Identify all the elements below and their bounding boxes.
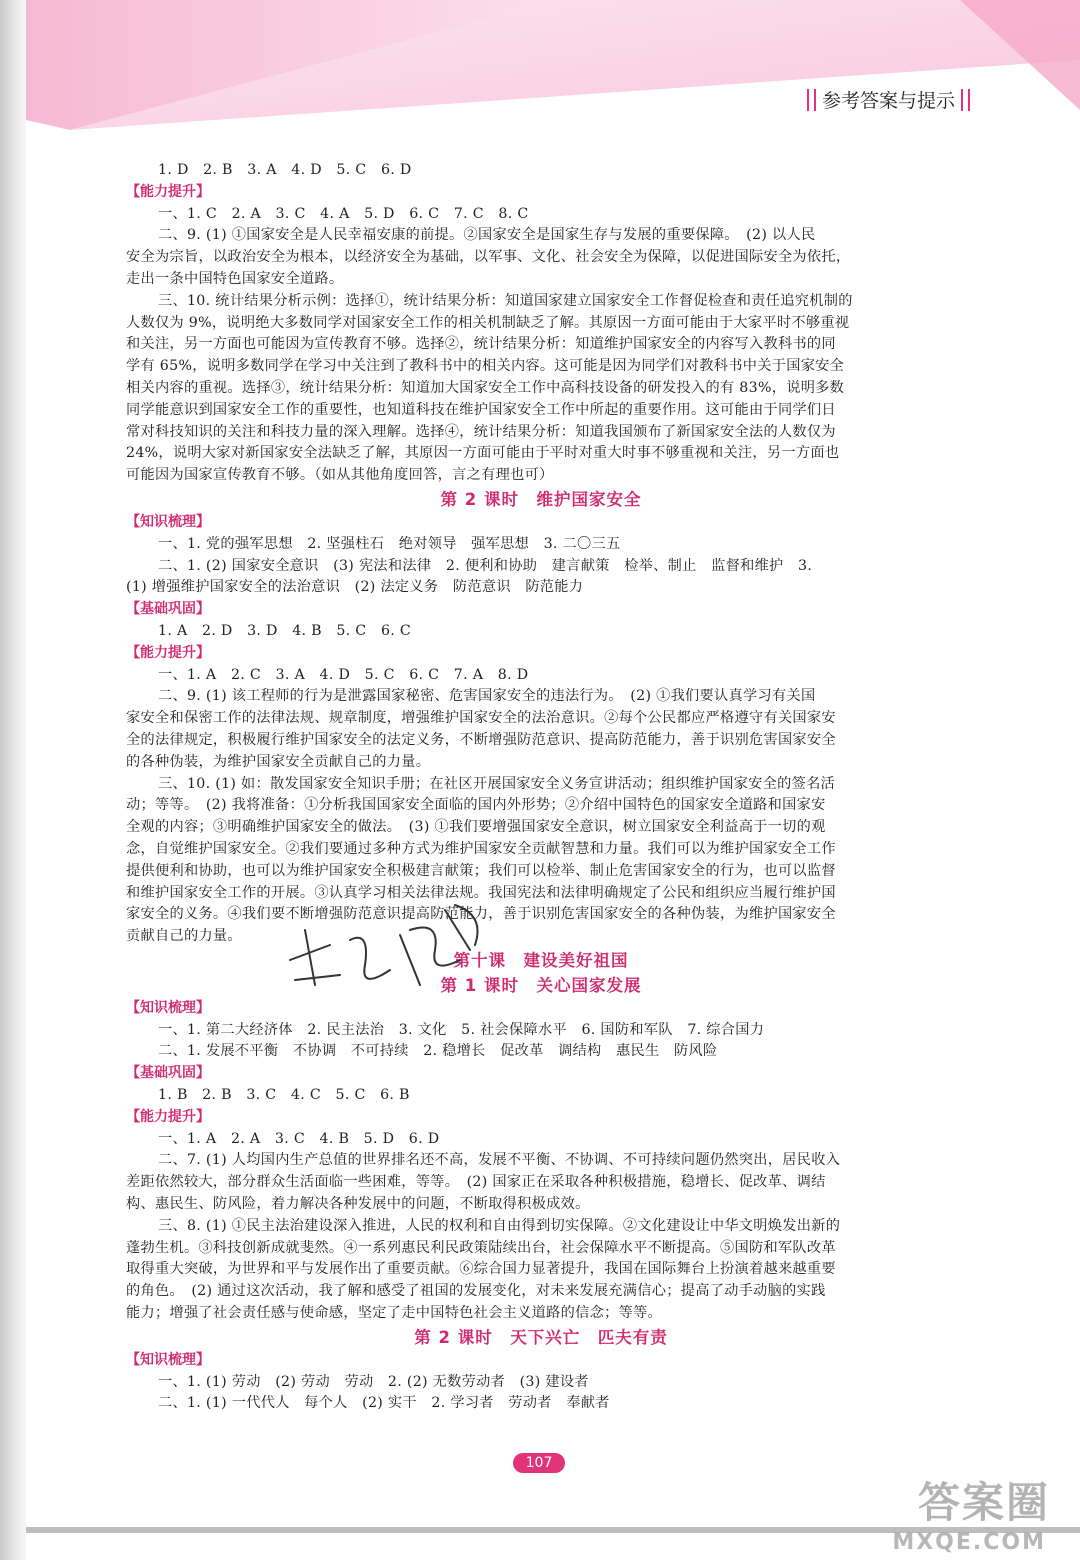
- header-decoration: [0, 0, 1080, 140]
- answer-line: 1. B 2. B 3. C 4. C 5. C 6. B: [158, 1087, 410, 1104]
- answer-line: 二、9. (1) ①国家安全是人民幸福安康的前提。②国家安全是国家生存与发展的重要保障。 (2) 以人民: [158, 227, 816, 244]
- answer-line: 安全为宗旨，以政治安全为根本，以经济安全为基础，以军事、文化、社会安全为保障，以促进国际安全为依托，: [126, 249, 851, 266]
- answer-line: 1. D 2. B 3. A 4. D 5. C 6. D: [158, 162, 412, 178]
- section-tag: 【知识梳理】: [126, 999, 210, 1016]
- answer-line: (1) 增强维护国家安全的法治意识 (2) 法定义务 防范意识 防范能力: [126, 579, 584, 596]
- answer-line: 提供便利和协助，也可以为维护国家安全积极建言献策；我们可以检举、制止危害国家安全的行为，也可以监督: [126, 862, 836, 879]
- answer-line: 二、1. 发展不平衡 不协调 不可持续 2. 稳增长 促改革 调结构 惠民生 防风险: [158, 1043, 718, 1060]
- answer-line: 全的法律规定，积极履行维护国家安全的法定义务，不断增强防范意识、提高防范能力，善于识别危害国家安全: [126, 731, 836, 748]
- answer-line: 和关注，另一方面也可能因为宣传教育不够。选择②，统计结果分析：知道维护国家安全的内容写入教科书的同: [126, 336, 836, 353]
- answer-line: 二、9. (1) 该工程师的行为是泄露国家秘密、危害国家安全的违法行为。 (2) ①我们要认真学习有关国: [158, 688, 816, 705]
- answer-line: 全观的内容；③明确维护国家安全的做法。 (3) ①我们要增强国家安全意识，树立国家安全利益高于一切的观: [126, 819, 826, 836]
- header-title-text: 参考答案与提示: [821, 90, 955, 112]
- header-bar-left: [807, 89, 816, 111]
- answer-line: 家安全和保密工作的法律法规、规章制度，增强维护国家安全的法治意识。②每个公民都应严格遵守有关国家安: [126, 710, 836, 727]
- lesson-heading: 第十课 建设美好祖国: [453, 950, 629, 970]
- answer-line: 24%，说明大家对新国家安全法缺乏了解，其原因一方面可能由于平时对重大时事不够重视和关注，另一方面也: [126, 445, 840, 462]
- answer-line: 三、8. (1) ①民主法治建设深入推进，人民的权利和自由得到切实保障。②文化建设让中华文明焕发出新的: [158, 1217, 841, 1234]
- lesson-heading: 第 2 课时 维护国家安全: [440, 489, 642, 509]
- section-tag: 【知识梳理】: [126, 513, 210, 530]
- watermark-text: 答案圈: [917, 1478, 1050, 1527]
- page-number: 107: [513, 1453, 565, 1473]
- answer-line: 一、1. 党的强军思想 2. 坚强柱石 绝对领导 强军思想 3. 二〇三五: [158, 535, 621, 552]
- answer-line: 常对科技知识的关注和科技力量的深入理解。选择④，统计结果分析：知道我国颁布了新国家安全法的人数仅为: [126, 423, 836, 440]
- header-bar-right: [961, 89, 970, 111]
- handwritten-scribble: [270, 890, 500, 1010]
- answer-line: 一、1. A 2. A 3. C 4. B 5. D 6. D: [158, 1130, 440, 1147]
- answer-line: 构、惠民生、防风险，着力解决各种发展中的问题，不断取得积极成效。: [126, 1196, 590, 1213]
- answer-line: 取得重大突破，为世界和平与发展作出了重要贡献。⑥综合国力显著提升，我国在国际舞台上扮演着越来越重要: [126, 1261, 836, 1278]
- section-tag: 【能力提升】: [126, 183, 210, 200]
- section-tag: 【能力提升】: [126, 644, 210, 661]
- answer-line: 家安全的义务。④我们要不断增强防范意识提高防范能力，善于识别危害国家安全的各种伪装，为维护国家安全: [126, 906, 836, 923]
- answer-line: 二、7. (1) 人均国内生产总值的世界排名还不高，发展不平衡、不协调、不可持续问题仍然突出，居民收入: [158, 1152, 841, 1169]
- answer-line: 能力；增强了社会责任感与使命感，坚定了走中国特色社会主义道路的信念；等等。: [126, 1305, 663, 1322]
- answer-line: 三、10. (1) 如：散发国家安全知识手册；在社区开展国家安全义务宣讲活动；组织维护国家安全的签名活: [158, 775, 836, 792]
- answer-line: 念，自觉维护国家安全。②我们要通过多种方式为维护国家安全贡献智慧和力量。我们可以为维护国家安全工作: [126, 840, 836, 857]
- answer-line: 一、1. (1) 劳动 (2) 劳动 劳动 2. (2) 无数劳动者 (3) 建设者: [158, 1373, 589, 1390]
- answer-line: 1. A 2. D 3. D 4. B 5. C 6. C: [158, 622, 412, 639]
- answer-line: 贡献自己的力量。: [126, 928, 242, 945]
- lesson-heading: 第 1 课时 关心国家发展: [440, 975, 642, 995]
- section-tag: 【基础巩固】: [126, 601, 210, 618]
- answer-line: 的各种伪装，为维护国家安全贡献自己的力量。: [126, 753, 431, 770]
- lesson-heading: 第 2 课时 天下兴亡 匹夫有责: [414, 1327, 668, 1347]
- answer-line: 学有 65%，说明多数同学在学习中关注到了教科书中的相关内容。这可能是因为同学们对教科书中关于国家安全: [126, 358, 845, 375]
- section-tag: 【能力提升】: [126, 1108, 210, 1125]
- answer-line: 可能因为国家宣传教育不够。（如从其他角度回答，言之有理也可）: [126, 467, 554, 484]
- section-tag: 【基础巩固】: [126, 1065, 210, 1082]
- answer-line: 同学能意识到国家安全工作的重要性，也知道科技在维护国家安全工作中所起的重要作用。这可能由于同学们日: [126, 401, 836, 418]
- answer-line: 相关内容的重视。选择③，统计结果分析：知道加大国家安全工作中高科技设备的研发投入的有 83%，说明多数: [126, 379, 845, 396]
- answer-line: 二、1. (2) 国家安全意识 (3) 宪法和法律 2. 便利和协助 建言献策 检举、制止 监督和维护 3.: [158, 557, 813, 574]
- answer-line: 动；等等。 (2) 我将准备：①分析我国国家安全面临的国内外形势；②介绍中国特色的国家安全道路和国家安: [126, 797, 826, 814]
- watermark-url: MXQE.COM: [892, 1530, 1046, 1555]
- answer-line: 一、1. C 2. A 3. C 4. A 5. D 6. C 7. C 8. C: [158, 205, 529, 222]
- answer-line: 一、1. 第二大经济体 2. 民主法治 3. 文化 5. 社会保障水平 6. 国防和军队 7. 综合国力: [158, 1021, 765, 1038]
- answer-line: 人数仅为 9%，说明绝大多数同学对国家安全工作的相关机制缺乏了解。其原因一方面可能由于大家平时不够重视: [126, 314, 850, 331]
- answer-line: 的角色。 (2) 通过这次活动，我了解和感受了祖国的发展变化，对未来发展充满信心；提高了动手动脑的实践: [126, 1283, 826, 1300]
- header-title: [807, 86, 970, 113]
- section-tag: 【知识梳理】: [126, 1351, 210, 1368]
- answer-content: [126, 160, 956, 1415]
- answer-line: 一、1. A 2. C 3. A 4. D 5. C 6. C 7. A 8. D: [158, 666, 529, 683]
- answer-line: 走出一条中国特色国家安全道路。: [126, 270, 344, 287]
- answer-line: 和维护国家安全工作的开展。③认真学习相关法律法规。我国宪法和法律明确规定了公民和组织应当履行维护国: [126, 884, 836, 901]
- book-spine-shadow: [0, 0, 26, 1560]
- answer-line: 蓬勃生机。③科技创新成就斐然。④一系列惠民利民政策陆续出台，社会保障水平不断提高。⑤国防和军队改革: [126, 1239, 836, 1256]
- answer-line: 二、1. (1) 一代代人 每个人 (2) 实干 2. 学习者 劳动者 奉献者: [158, 1395, 610, 1412]
- answer-line: 三、10. 统计结果分析示例：选择①，统计结果分析：知道国家建立国家安全工作督促检查和责任追究机制的: [158, 292, 853, 309]
- answer-line: 差距依然较大，部分群众生活面临一些困难，等等。 (2) 国家正在采取各种积极措施，稳增长、促改革、调结: [126, 1174, 826, 1191]
